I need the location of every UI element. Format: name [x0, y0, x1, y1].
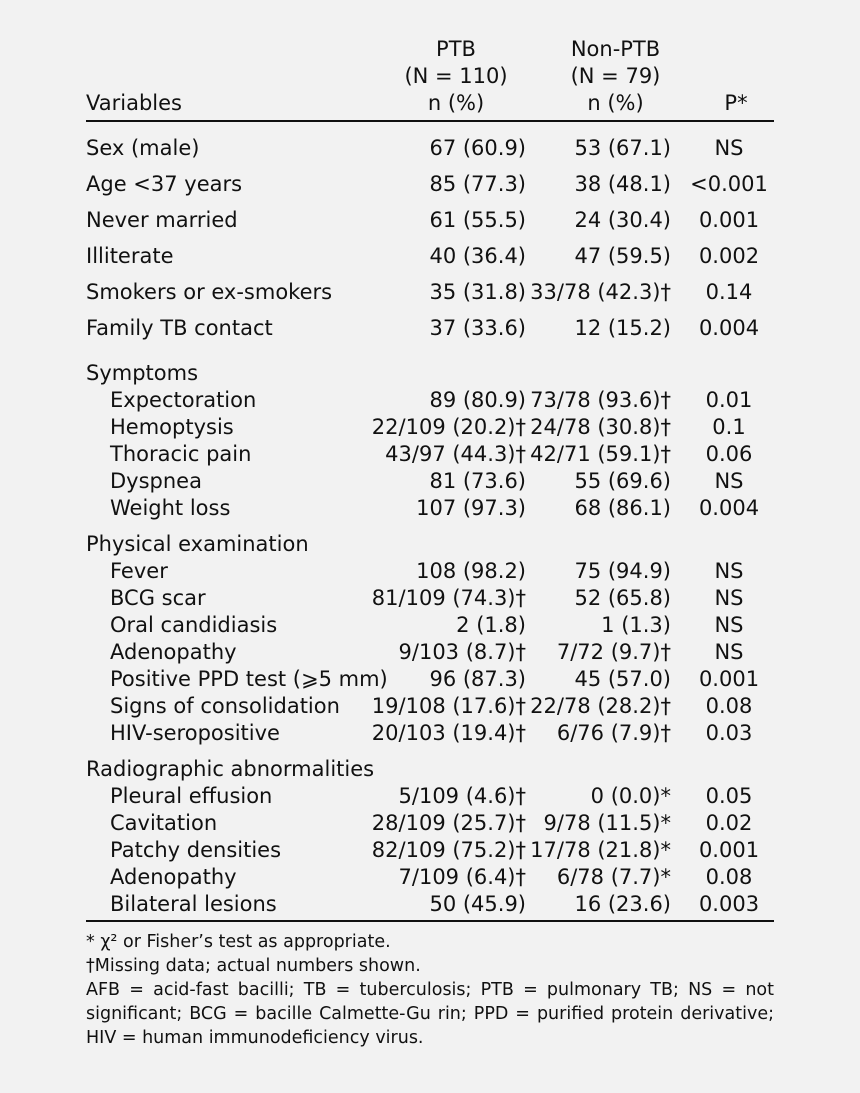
p-value: 0.001 [698, 667, 760, 691]
row-label: Family TB contact [86, 316, 273, 340]
table-body [86, 135, 774, 918]
row-label: Weight loss [110, 496, 231, 520]
ptb-value: 35 (31.8) [429, 280, 526, 304]
header-ptb-unit: n (%) [427, 91, 485, 115]
non-ptb-value: 47 (59.5) [574, 244, 671, 268]
table-row [86, 585, 774, 612]
ptb-value: 50 (45.9) [429, 892, 526, 916]
header-ptb-title: PTB [436, 37, 476, 61]
table-row [86, 171, 774, 207]
p-value: 0.001 [698, 208, 760, 232]
footnote-abbreviations: AFB = acid-fast bacilli; TB = tuberculosis; PTB = pulmonary TB; NS = not significant; BCG = bacille Calmette-Gu rin; PPD = purified protein derivative; HIV = human immunodeficiency virus. [86, 980, 774, 1048]
ptb-value: 2 (1.8) [456, 613, 526, 637]
ptb-value: 96 (87.3) [429, 667, 526, 691]
ptb-value: 20/103 (19.4)† [371, 721, 526, 745]
row-label: Adenopathy [110, 640, 237, 664]
non-ptb-value: 45 (57.0) [574, 667, 671, 691]
ptb-value: 61 (55.5) [429, 208, 526, 232]
ptb-value: 40 (36.4) [429, 244, 526, 268]
row-label: Smokers or ex-smokers [86, 280, 333, 304]
header-non-title: Non-PTB [570, 37, 661, 61]
p-value: 0.03 [705, 721, 753, 745]
p-value: 0.002 [698, 244, 760, 268]
p-value: 0.06 [705, 442, 753, 466]
table-row [86, 693, 774, 720]
non-ptb-value: 9/78 (11.5)* [543, 811, 671, 835]
p-value: <0.001 [690, 172, 768, 196]
p-value: 0.05 [705, 784, 753, 808]
group-heading-row [86, 756, 774, 783]
p-value: NS [714, 559, 744, 583]
row-label: Age <37 years [86, 172, 243, 196]
row-label: Illiterate [86, 244, 174, 268]
ptb-value: 43/97 (44.3)† [385, 442, 526, 466]
row-label: Expectoration [110, 388, 257, 412]
header-non-unit: n (%) [587, 91, 644, 115]
row-label: Bilateral lesions [110, 892, 277, 916]
table-row [86, 837, 774, 864]
p-value: 0.14 [705, 280, 753, 304]
table-row [86, 387, 774, 414]
non-ptb-value: 22/78 (28.2)† [530, 694, 671, 718]
row-label: Fever [110, 559, 168, 583]
non-ptb-value: 42/71 (59.1)† [530, 442, 671, 466]
non-ptb-value: 68 (86.1) [574, 496, 671, 520]
row-label: Never married [86, 208, 238, 232]
non-ptb-value: 24/78 (30.8)† [530, 415, 671, 439]
ptb-value: 19/108 (17.6)† [371, 694, 526, 718]
table-row [86, 810, 774, 837]
non-ptb-value: 16 (23.6) [574, 892, 671, 916]
header-non-ptb [553, 36, 678, 117]
header-p-value: P* [724, 91, 748, 115]
row-label: Pleural effusion [110, 784, 273, 808]
p-value: NS [714, 586, 744, 610]
table-row [86, 639, 774, 666]
p-value: 0.02 [705, 811, 753, 835]
table-row [86, 243, 774, 279]
p-value: NS [714, 469, 744, 493]
table-header [86, 36, 774, 116]
non-ptb-value: 75 (94.9) [574, 559, 671, 583]
p-value: 0.01 [705, 388, 753, 412]
row-label: Sex (male) [86, 136, 200, 160]
non-ptb-value: 7/72 (9.7)† [556, 640, 671, 664]
ptb-value: 37 (33.6) [429, 316, 526, 340]
table-row [86, 315, 774, 351]
header-variables: Variables [86, 91, 182, 115]
p-value: 0.08 [705, 865, 753, 889]
ptb-value: 7/109 (6.4)† [398, 865, 526, 889]
row-label: Cavitation [110, 811, 218, 835]
table-row [86, 468, 774, 495]
p-value: 0.003 [698, 892, 760, 916]
top-rule [86, 120, 774, 122]
table-row [86, 207, 774, 243]
row-label: Physical examination [86, 532, 309, 556]
non-ptb-value: 6/78 (7.7)* [556, 865, 671, 889]
row-label: Dyspnea [110, 469, 202, 493]
ptb-value: 107 (97.3) [416, 496, 526, 520]
ptb-value: 22/109 (20.2)† [371, 415, 526, 439]
row-label: Patchy densities [110, 838, 282, 862]
footnote-dagger: †Missing data; actual numbers shown. [86, 956, 421, 976]
group-heading-row [86, 531, 774, 558]
header-ptb [386, 36, 526, 117]
table-row [86, 495, 774, 522]
row-label: Symptoms [86, 361, 199, 385]
non-ptb-value: 24 (30.4) [574, 208, 671, 232]
row-label: Signs of consolidation [110, 694, 340, 718]
non-ptb-value: 38 (48.1) [574, 172, 671, 196]
table-row [86, 558, 774, 585]
non-ptb-value: 17/78 (21.8)* [530, 838, 671, 862]
row-label: Hemoptysis [110, 415, 234, 439]
table-row [86, 720, 774, 747]
bottom-rule [86, 920, 774, 922]
ptb-value: 5/109 (4.6)† [398, 784, 526, 808]
row-label: HIV-seropositive [110, 721, 280, 745]
p-value: NS [714, 613, 744, 637]
non-ptb-value: 33/78 (42.3)† [530, 280, 671, 304]
p-value: NS [714, 136, 744, 160]
p-value: 0.004 [698, 316, 760, 340]
header-ptb-count: (N = 110) [404, 64, 508, 88]
row-label: Adenopathy [110, 865, 237, 889]
non-ptb-value: 12 (15.2) [574, 316, 671, 340]
non-ptb-value: 0 (0.0)* [590, 784, 671, 808]
ptb-value: 81/109 (74.3)† [371, 586, 526, 610]
table-row [86, 135, 774, 171]
ptb-value: 85 (77.3) [429, 172, 526, 196]
ptb-value: 28/109 (25.7)† [371, 811, 526, 835]
row-label: Thoracic pain [110, 442, 252, 466]
non-ptb-value: 6/76 (7.9)† [556, 721, 671, 745]
table-row [86, 441, 774, 468]
ptb-value: 81 (73.6) [429, 469, 526, 493]
p-value: 0.08 [705, 694, 753, 718]
ptb-value: 67 (60.9) [429, 136, 526, 160]
table-row [86, 666, 774, 693]
table-row [86, 783, 774, 810]
p-value: 0.004 [698, 496, 760, 520]
table-row [86, 414, 774, 441]
table-row [86, 612, 774, 639]
table-row [86, 279, 774, 315]
non-ptb-value: 53 (67.1) [574, 136, 671, 160]
footnotes [86, 930, 774, 1050]
row-label: Positive PPD test (⩾5 mm) [110, 667, 388, 691]
table-row [86, 891, 774, 918]
non-ptb-value: 1 (1.3) [601, 613, 671, 637]
p-value: 0.1 [712, 415, 746, 439]
ptb-value: 89 (80.9) [429, 388, 526, 412]
row-label: BCG scar [110, 586, 206, 610]
p-value: 0.001 [698, 838, 760, 862]
table-row [86, 864, 774, 891]
non-ptb-value: 55 (69.6) [574, 469, 671, 493]
header-non-count: (N = 79) [570, 64, 661, 88]
ptb-value: 82/109 (75.2)† [371, 838, 526, 862]
group-heading-row [86, 360, 774, 387]
footnote-star: * χ² or Fisher’s test as appropriate. [86, 932, 391, 952]
ptb-value: 108 (98.2) [416, 559, 526, 583]
non-ptb-value: 73/78 (93.6)† [530, 388, 671, 412]
non-ptb-value: 52 (65.8) [574, 586, 671, 610]
ptb-value: 9/103 (8.7)† [398, 640, 526, 664]
row-label: Oral candidiasis [110, 613, 278, 637]
p-value: NS [714, 640, 744, 664]
row-label: Radiographic abnormalities [86, 757, 375, 781]
